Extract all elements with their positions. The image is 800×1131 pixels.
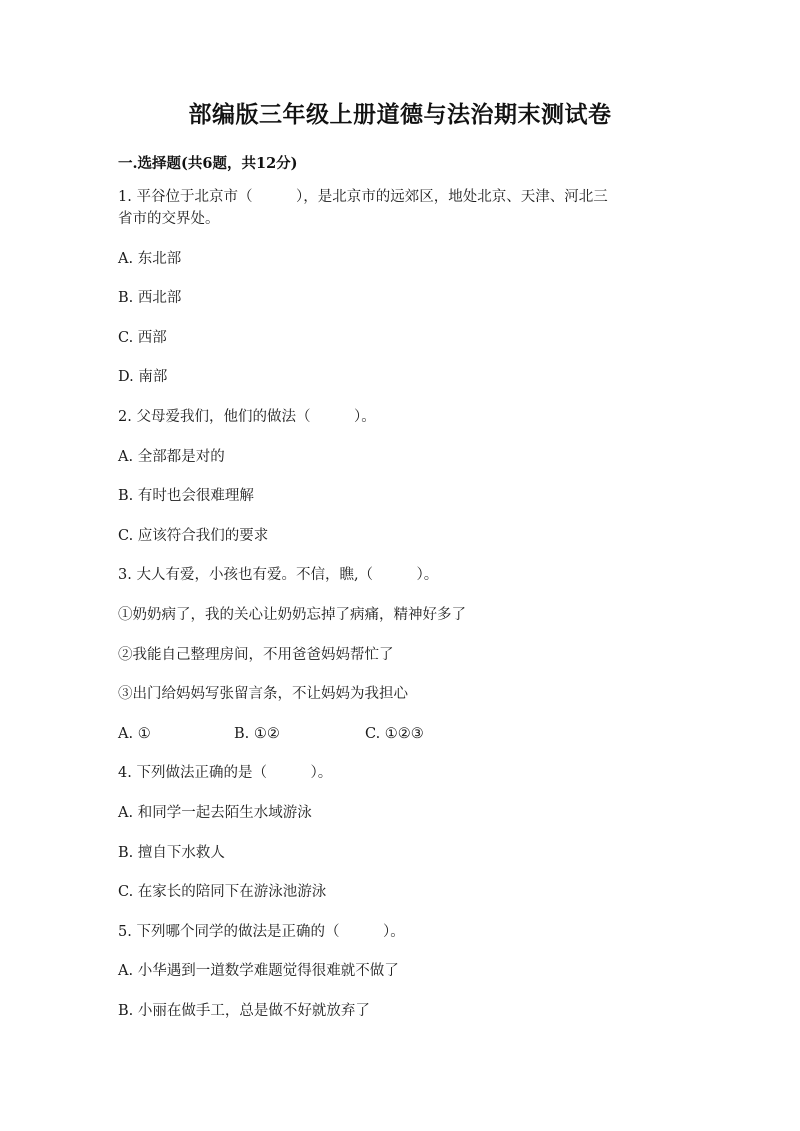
- question-1-option-c: C. 西部: [118, 330, 167, 346]
- question-1-stem-line-1: 1. 平谷位于北京市（ ），是北京市的远郊区，地处北京、天津、河北三: [118, 189, 608, 205]
- page-title: 部编版三年级上册道德与法治期末测试卷: [188, 101, 612, 128]
- question-1-option-b: B. 西北部: [118, 290, 182, 306]
- question-4-option-c: C. 在家长的陪同下在游泳池游泳: [118, 884, 327, 900]
- question-4-stem: 4. 下列做法正确的是（ ）。: [118, 765, 333, 781]
- question-3-statement-1: ①奶奶病了，我的关心让奶奶忘掉了病痛，精神好多了: [118, 607, 466, 623]
- question-5-stem: 5. 下列哪个同学的做法是正确的（ ）。: [118, 924, 405, 940]
- question-4-option-a: A. 和同学一起去陌生水域游泳: [118, 805, 312, 821]
- question-3-stem: 3. 大人有爱，小孩也有爱。不信，瞧,（ ）。: [118, 567, 439, 583]
- question-3-option-a: A. ①: [118, 726, 151, 742]
- question-1-option-a: A. 东北部: [118, 251, 182, 267]
- question-2-stem: 2. 父母爱我们，他们的做法（ ）。: [118, 409, 376, 425]
- question-1-option-d: D. 南部: [118, 369, 168, 385]
- question-3-statement-3: ③出门给妈妈写张留言条，不让妈妈为我担心: [118, 686, 408, 702]
- question-5-option-a: A. 小华遇到一道数学难题觉得很难就不做了: [118, 963, 399, 979]
- question-4-option-b: B. 擅自下水救人: [118, 845, 225, 861]
- question-2-option-b: B. 有时也会很难理解: [118, 488, 254, 504]
- question-3-statement-2: ②我能自己整理房间，不用爸爸妈妈帮忙了: [118, 647, 394, 663]
- question-3-option-b: B. ①②: [234, 726, 280, 742]
- question-2-option-c: C. 应该符合我们的要求: [118, 528, 269, 544]
- question-1-stem: [118, 186, 678, 230]
- question-1-stem-line-2: 省市的交界处。: [118, 211, 220, 227]
- question-2-option-a: A. 全部都是对的: [118, 449, 225, 465]
- question-3-option-c: C. ①②③: [365, 726, 424, 742]
- question-5-option-b: B. 小丽在做手工，总是做不好就放弃了: [118, 1003, 370, 1019]
- section-heading: 一.选择题(共6题，共12分): [118, 155, 298, 172]
